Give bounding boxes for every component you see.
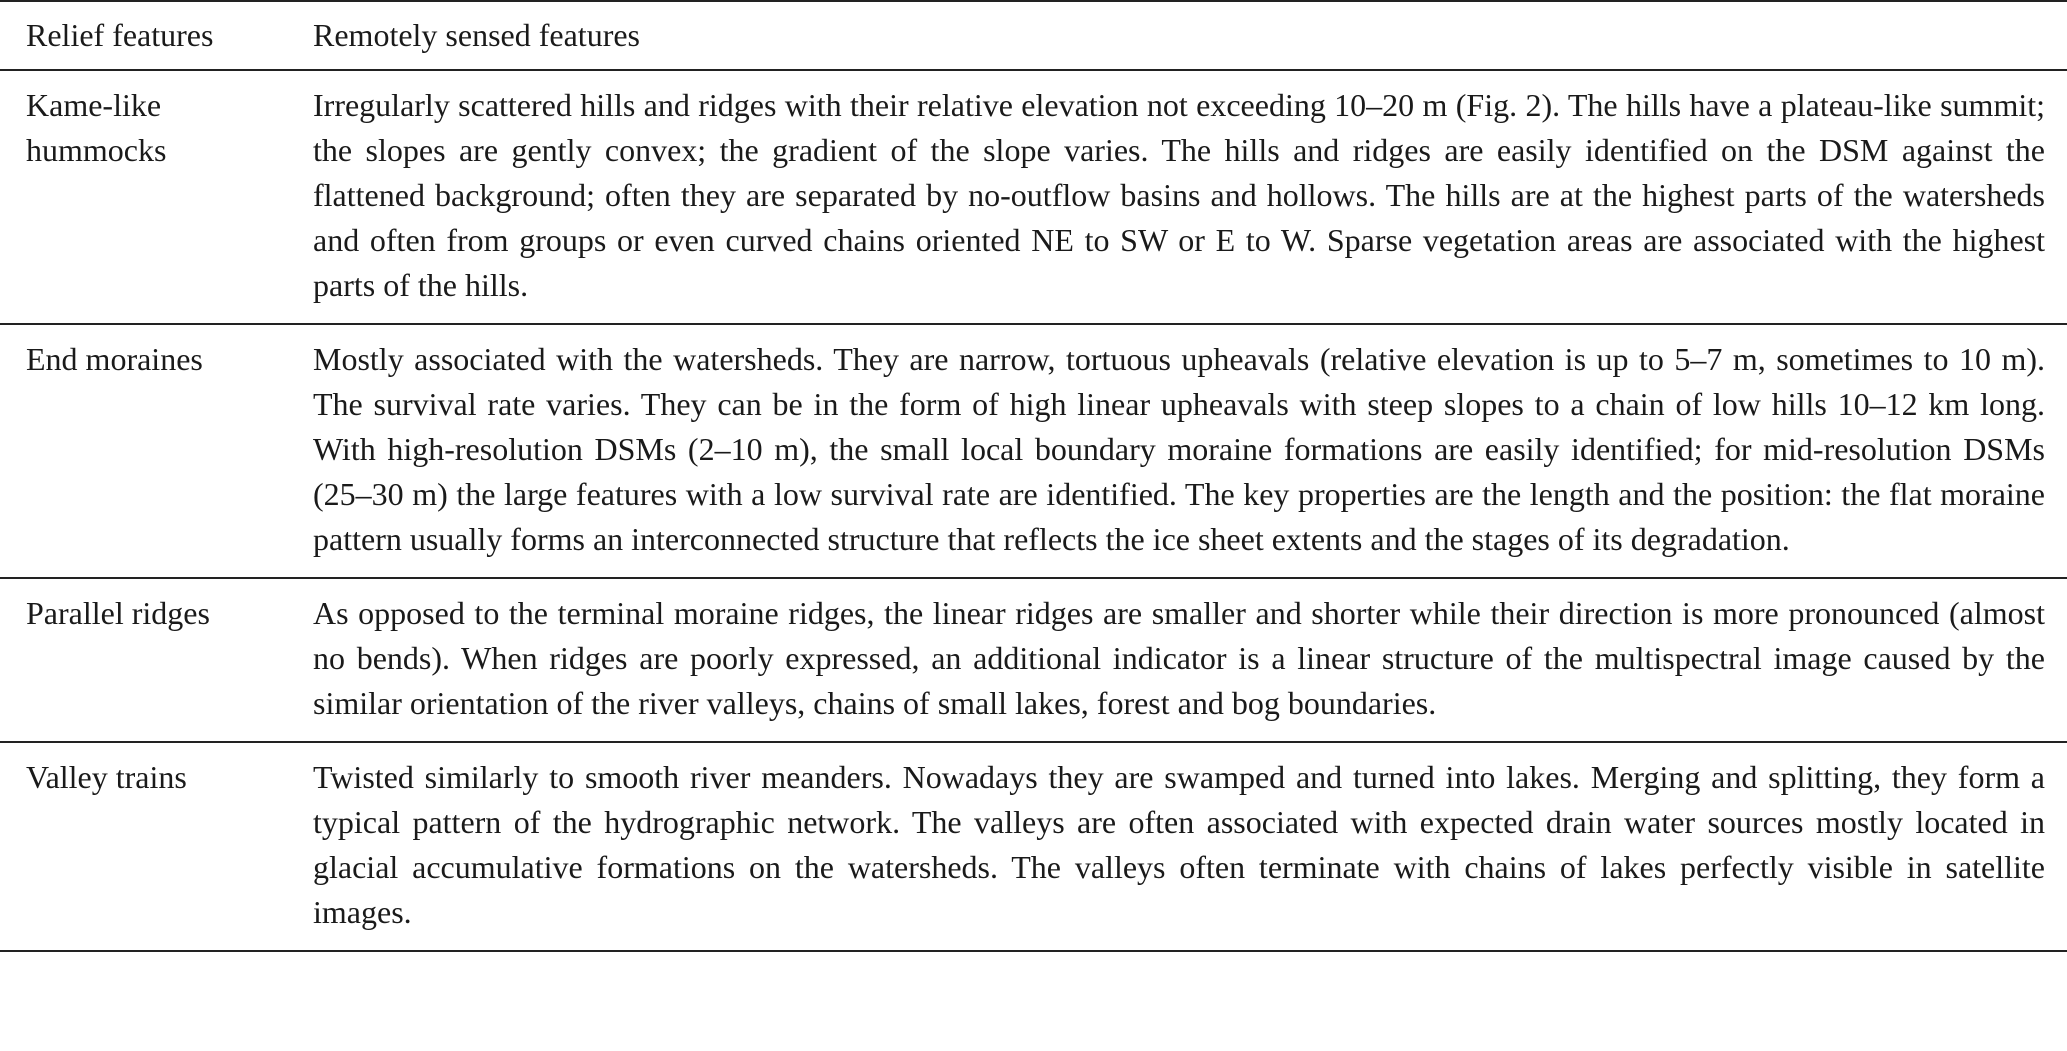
- relief-feature-cell: Kame-like hummocks: [26, 87, 167, 168]
- table-row: [0, 324, 2067, 578]
- table-row: [0, 70, 2067, 324]
- table-row: [0, 742, 2067, 951]
- table-row: [0, 578, 2067, 742]
- feature-description-cell: Irregularly scattered hills and ridges with their relative elevation not exceeding 10–20 m (Fig. 2). The hills have a plateau-like summit; the slopes are gently convex; the gradient of the slope varies. The hills and ridges are easily identified on the DSM against the flattened background; often they are separated by no-outflow basins and hollows. The hills are at the highest parts of the watersheds and often from groups or even curved chains oriented NE to SW or E to W. Sparse vegetation areas are associated with the highest parts of the hills.: [313, 87, 2045, 303]
- feature-description-cell: As opposed to the terminal moraine ridges, the linear ridges are smaller and shorter while their direction is more pronounced (almost no bends). When ridges are poorly expressed, an additional indicator is a linear structure of the multispectral image caused by the similar orientation of the river valleys, chains of small lakes, forest and bog boundaries.: [313, 595, 2045, 721]
- header-relief-features: Relief features: [26, 17, 214, 53]
- relief-feature-cell: Valley trains: [26, 759, 187, 795]
- table-header: [0, 1, 2067, 70]
- header-remotely-sensed-features: Remotely sensed features: [313, 17, 640, 53]
- header-row: [0, 1, 2067, 70]
- feature-description-cell: Mostly associated with the watersheds. They are narrow, tortuous upheavals (relative elevation is up to 5–7 m, sometimes to 10 m). The survival rate varies. They can be in the form of high linear upheavals with steep slopes to a chain of low hills 10–12 km long. With high-resolution DSMs (2–10 m), the small local boundary moraine formations are easily identified; for mid-resolution DSMs (25–30 m) the large features with a low survival rate are identified. The key properties are the length and the position: the flat moraine pattern usually forms an interconnected structure that reflects the ice sheet extents and the stages of its degradation.: [313, 341, 2045, 557]
- relief-feature-cell: End moraines: [26, 341, 203, 377]
- feature-description-cell: Twisted similarly to smooth river meanders. Nowadays they are swamped and turned into lakes. Merging and splitting, they form a typical pattern of the hydrographic network. The valleys are often associated with expected drain water sources mostly located in glacial accumulative formations on the watersheds. The valleys often terminate with chains of lakes perfectly visible in satellite images.: [313, 759, 2045, 930]
- table-body: [0, 70, 2067, 951]
- relief-feature-cell: Parallel ridges: [26, 595, 210, 631]
